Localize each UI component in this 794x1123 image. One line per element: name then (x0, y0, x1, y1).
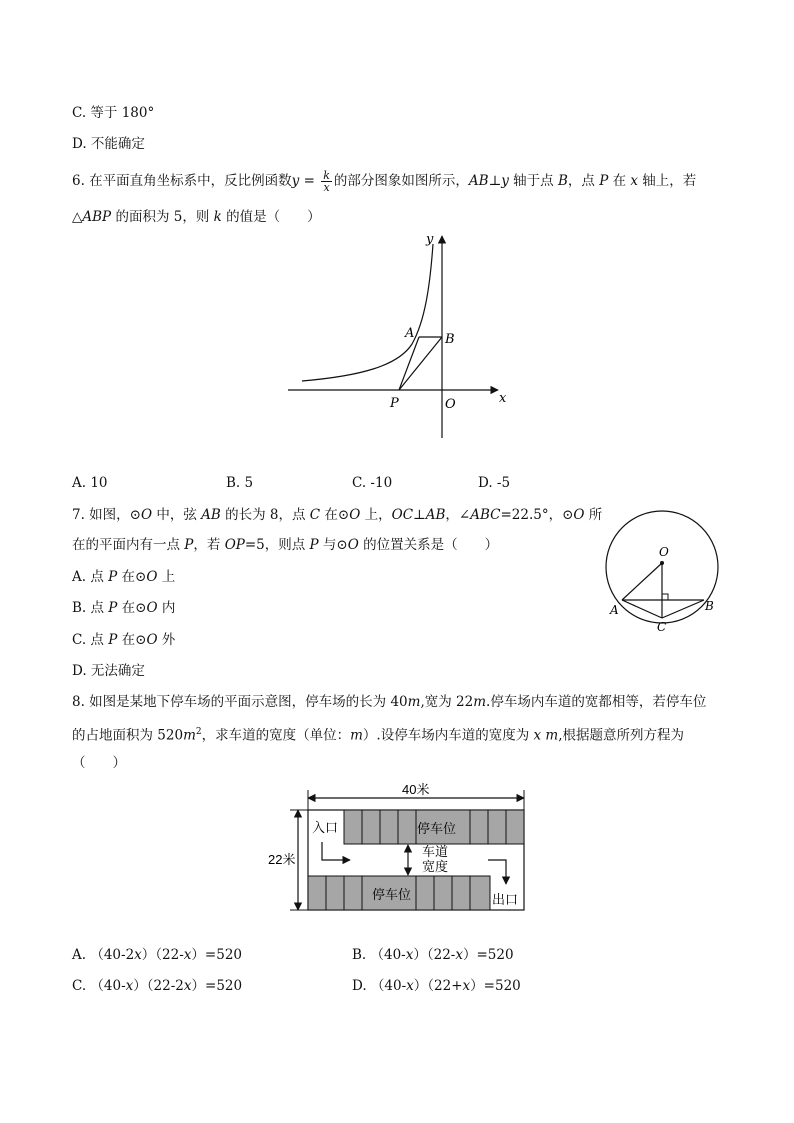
label-c: C (657, 620, 667, 634)
q7-text: 在⊙ (320, 507, 350, 523)
q8-option-d (352, 977, 521, 995)
lane-label-2: 宽度 (422, 859, 449, 874)
q7-o: O (140, 507, 153, 523)
q8-stem-line3: （ ） (72, 755, 126, 771)
q6-text: 轴上，若 (638, 173, 697, 189)
q8-text: ）=520 (470, 978, 521, 994)
q8-text: .停车场内车道的宽都相等，若停车位 (486, 694, 707, 710)
q7-perp: ⊥ (413, 507, 426, 523)
q8-unit-m: m (183, 727, 196, 744)
lane-label-1: 车道 (422, 844, 449, 859)
q8-unit-m: m (541, 727, 559, 744)
q8-text: ）=520 (463, 947, 514, 963)
q7-option-a (72, 568, 175, 586)
q5-option-d: D. 不能确定 (72, 136, 145, 152)
q6-option-d: D. -5 (478, 475, 511, 491)
q6-text: 6. 在平面直角坐标系中，反比例函数 (72, 173, 292, 189)
q8-option-b (352, 946, 514, 964)
q6-frac-denominator: x (323, 181, 330, 194)
q8-text: 8. 如图是某地下停车场的平面示意图，停车场的长为 40 (72, 694, 408, 710)
q8-x: x (455, 947, 463, 963)
label-p: P (390, 396, 399, 411)
q7-text: =5，则点 (244, 537, 310, 553)
top-row-label: 停车位 (417, 821, 457, 836)
q6-text: 的面积为 5，则 (111, 209, 214, 225)
q7-oc: OC (391, 507, 414, 523)
q8-text: B. （40- (352, 947, 406, 963)
q8-x: x (462, 978, 471, 994)
q6-k: k (213, 209, 222, 225)
q8-option-a (72, 946, 242, 964)
q6-fraction (321, 170, 332, 193)
q7-ab: AB (201, 507, 221, 523)
bottom-parking-row (308, 876, 490, 910)
q7-o: O (349, 507, 361, 523)
q7-o: O (146, 600, 158, 616)
q8-text: A. （40-2 (72, 947, 135, 963)
label-o: O (445, 397, 456, 412)
q7-text: 7. 如图，⊙ (72, 507, 141, 523)
q6-perp-y: ⊥y (488, 173, 509, 189)
q8-text: ）=520 (191, 978, 243, 994)
q7-text: C. 点 (72, 632, 109, 648)
q8-x: x (533, 727, 542, 744)
q7-text: 内 (157, 600, 176, 616)
q6-option-c: C. -10 (352, 475, 393, 491)
q8-unit-m: m (407, 694, 421, 710)
q7-o: O (347, 537, 359, 553)
q8-stem-line1 (72, 693, 706, 711)
q6-graph-figure (280, 226, 520, 446)
q8-parking-figure (262, 780, 532, 920)
q6-text: ，点 (567, 173, 600, 189)
q7-option-b (72, 599, 175, 617)
q6-text: 轴于点 (508, 173, 558, 189)
q7-text: B. 点 (72, 600, 109, 616)
entrance-arrow (322, 842, 350, 860)
q8-x: x (406, 978, 414, 994)
q6-stem-line1 (72, 170, 696, 193)
q6-option-a: A. 10 (72, 475, 108, 491)
q6-ab: AB (468, 173, 489, 189)
q6-triangle-symbol: △ (72, 209, 83, 225)
q7-text: 上 (157, 569, 176, 585)
q8-x: x (125, 978, 134, 994)
width-label: 40米 (402, 782, 430, 797)
q8-x: x (183, 978, 192, 994)
q7-p: P (184, 537, 194, 553)
q8-text: C. （40- (72, 978, 126, 994)
q6-stem-line2 (72, 208, 321, 226)
q6-frac-numerator: k (323, 169, 330, 182)
q6-text: 的部分图象如图所示， (333, 173, 469, 189)
q7-text: 的长为 8，点 (220, 507, 310, 523)
bottom-row-label: 停车位 (372, 887, 412, 902)
q8-text: ,宽为 22 (420, 694, 474, 710)
exit-arrow (488, 860, 506, 884)
q7-text: 在⊙ (117, 632, 147, 648)
q7-text: 上， (360, 507, 392, 523)
q8-text: ）（22- (141, 947, 184, 963)
segment-pb (399, 337, 442, 390)
q8-text: ）（22-2 (133, 978, 184, 994)
q7-stem-line1 (72, 506, 602, 524)
q7-text: 所 (584, 507, 603, 523)
q7-text: 在⊙ (117, 569, 147, 585)
q7-text: ，若 (193, 537, 225, 553)
label-y: y (426, 232, 434, 247)
segment-ac (622, 600, 662, 618)
segment-oa (622, 563, 662, 600)
label-x: x (499, 391, 507, 406)
q8-option-c (72, 977, 242, 995)
label-o: O (659, 545, 669, 559)
q7-text: 的位置关系是（ ） (358, 537, 499, 553)
q7-text: ，∠ (445, 507, 471, 523)
q7-op: OP (224, 537, 245, 553)
q6-text: 的值是（ ） (221, 209, 321, 225)
q6-func-y: y (291, 173, 300, 189)
q6-abp: ABP (82, 209, 112, 225)
center-dot (660, 561, 664, 565)
q7-o: O (146, 569, 158, 585)
q8-x: x (405, 947, 414, 963)
q8-text: ）（22+ (413, 978, 463, 994)
q7-text: 中，弦 (152, 507, 202, 523)
q7-text: 在⊙ (117, 600, 147, 616)
q8-stem-line2 (72, 723, 684, 745)
exit-label: 出口 (492, 892, 519, 907)
q8-text: ）（22- (413, 947, 456, 963)
q8-text: ,根据题意所列方程为 (558, 727, 685, 744)
q7-stem-line2 (72, 536, 498, 554)
q7-o: O (573, 507, 585, 523)
hyperbola-curve (302, 244, 433, 381)
q6-x: x (630, 173, 639, 189)
q7-p: P (309, 537, 319, 553)
q7-text: 外 (157, 632, 176, 648)
q7-c: C (309, 507, 321, 523)
q7-text: A. 点 (72, 569, 109, 585)
q5-option-c: C. 等于 180° (72, 105, 155, 121)
q8-unit-m: m (350, 727, 363, 744)
q8-x: x (183, 947, 192, 963)
q8-x: x (134, 947, 142, 963)
q8-text: ，求车道的宽度（单位： (201, 727, 351, 744)
q7-circle-figure (600, 500, 730, 640)
entrance-label: 入口 (312, 820, 339, 835)
q7-ab: AB (425, 507, 446, 523)
q7-p: P (108, 632, 118, 648)
q7-o: O (146, 632, 158, 648)
q7-text: =22.5°，⊙ (500, 507, 574, 523)
q6-b: B (557, 173, 568, 189)
q7-p: P (108, 569, 118, 585)
segment-pa (399, 337, 419, 390)
segment-cb (662, 600, 704, 618)
q8-unit-m: m (473, 694, 487, 710)
label-a: A (610, 603, 619, 617)
q6-func-eq: = (299, 173, 320, 189)
q7-text: 与⊙ (318, 537, 348, 553)
q8-text: ）.设停车场内车道的宽度为 (362, 727, 534, 744)
q8-text: 的占地面积为 520 (72, 727, 184, 744)
q8-text: D. （40- (352, 978, 407, 994)
q6-option-b: B. 5 (226, 475, 254, 491)
q6-text: 在 (608, 173, 631, 189)
q7-text: 在的平面内有一点 (72, 537, 185, 553)
right-angle-mark (662, 594, 668, 600)
label-a: A (405, 326, 415, 341)
q7-option-d: D. 无法确定 (72, 663, 145, 679)
q8-sup-2: 2 (195, 727, 202, 737)
top-parking-row (344, 810, 524, 844)
q7-option-c (72, 631, 175, 649)
height-label: 22米 (268, 852, 296, 867)
q6-p: P (599, 173, 609, 189)
q7-abc: ABC (470, 507, 501, 523)
label-b: B (445, 332, 455, 347)
label-b: B (705, 599, 714, 613)
q7-p: P (108, 600, 118, 616)
q8-text: ）=520 (191, 947, 243, 963)
